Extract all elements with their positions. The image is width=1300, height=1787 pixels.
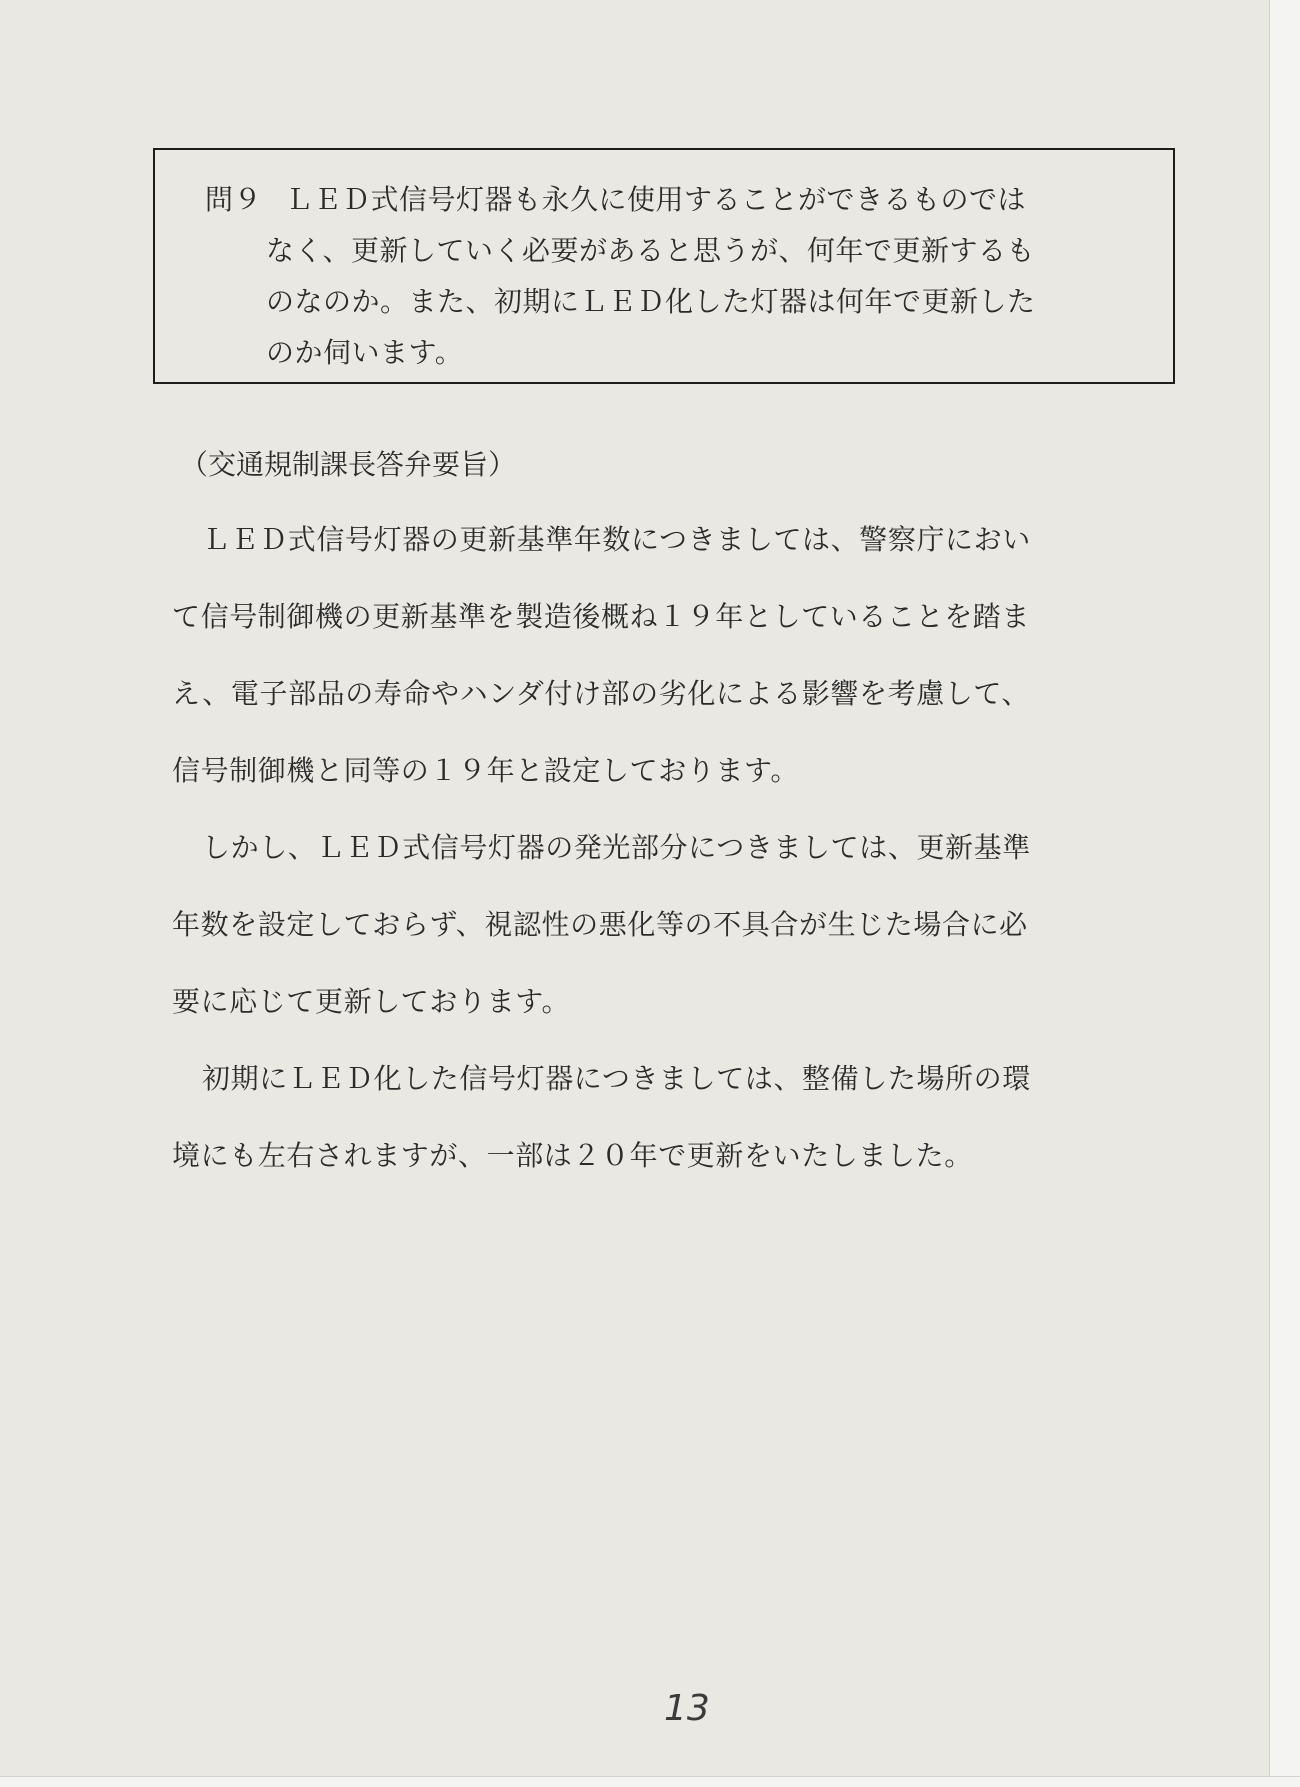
question-line-1 bbox=[205, 183, 1026, 217]
answer-line: 境にも左右されますが、一部は２０年で更新をいたしました。 bbox=[172, 1139, 973, 1172]
question-text: ＬＥＤ式信号灯器も永久に使用することができるものでは bbox=[285, 183, 1027, 216]
answer-line: 初期にＬＥＤ化した信号灯器につきましては、整備した場所の環 bbox=[202, 1062, 1031, 1095]
answer-line: しかし、ＬＥＤ式信号灯器の発光部分につきましては、更新基準 bbox=[202, 831, 1031, 864]
question-box bbox=[153, 148, 1175, 384]
answer-line: 年数を設定しておらず、視認性の悪化等の不具合が生じた場合に必 bbox=[172, 908, 1028, 941]
answer-heading: （交通規制課長答弁要旨） bbox=[180, 448, 517, 481]
answer-line: 要に応じて更新しております。 bbox=[172, 985, 571, 1018]
answer-line: ＬＥＤ式信号灯器の更新基準年数につきましては、警察庁におい bbox=[202, 523, 1031, 556]
paper-edge bbox=[1269, 0, 1300, 1787]
question-line-2: なく、更新していく必要があると思うが、何年で更新するも bbox=[266, 234, 1035, 267]
paper-bottom-edge bbox=[0, 1776, 1300, 1787]
question-line-4: のか伺います。 bbox=[266, 336, 464, 369]
answer-line: え、電子部品の寿命やハンダ付け部の劣化による影響を考慮して、 bbox=[172, 677, 1031, 710]
question-line-3: のなのか。また、初期にＬＥＤ化した灯器は何年で更新した bbox=[266, 285, 1036, 318]
question-label: 問９ bbox=[205, 183, 263, 216]
page-number: 13 bbox=[664, 1688, 710, 1729]
answer-line: 信号制御機と同等の１９年と設定しております。 bbox=[172, 754, 799, 787]
answer-line: て信号制御機の更新基準を製造後概ね１９年としていることを踏ま bbox=[172, 600, 1031, 633]
